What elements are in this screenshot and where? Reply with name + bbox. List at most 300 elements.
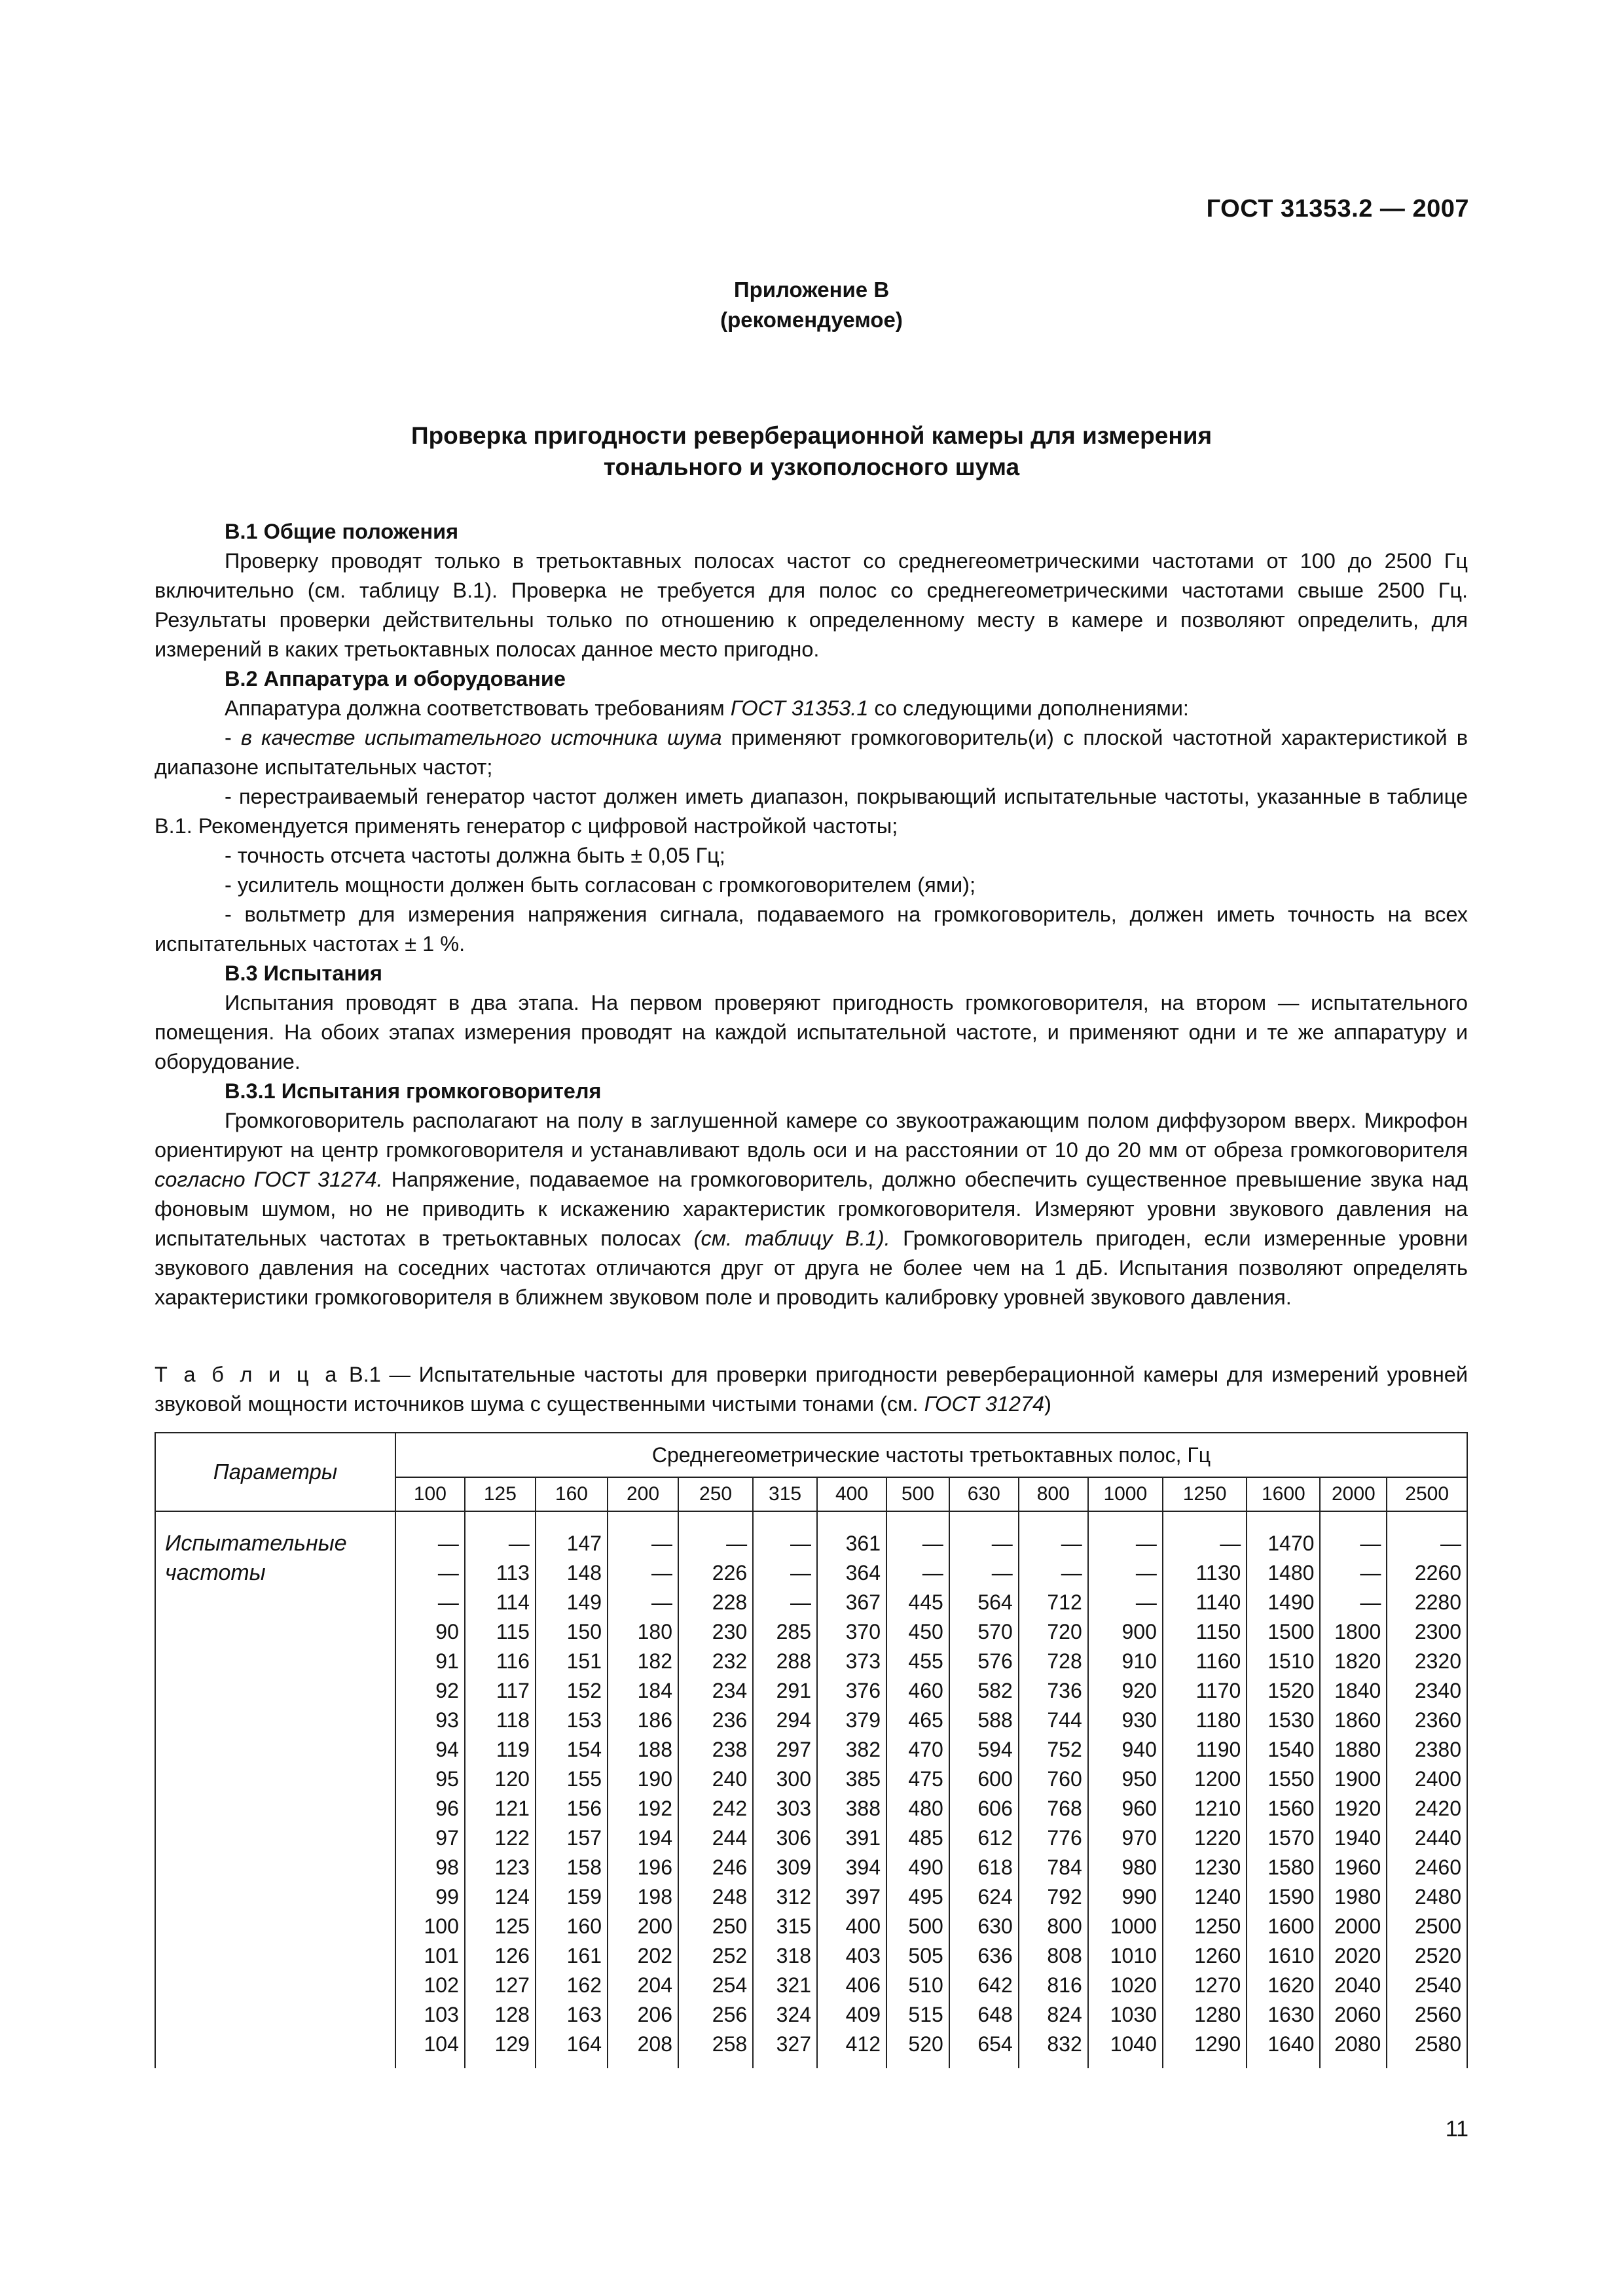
- frequency-cell: 126: [465, 1941, 536, 1971]
- frequency-cell: 1630: [1247, 2000, 1320, 2030]
- frequency-cell: 980: [1088, 1853, 1163, 1882]
- frequency-cell: 256: [678, 2000, 753, 2030]
- page-title: [0, 420, 1623, 483]
- frequency-cell: 744: [1019, 1706, 1088, 1735]
- parameter-label: [155, 1511, 395, 2068]
- frequency-cell: 1550: [1247, 1765, 1320, 1794]
- frequency-cell: —: [753, 1511, 817, 1558]
- band-header: 100: [395, 1477, 465, 1511]
- table-caption: [155, 1360, 1468, 1419]
- band-header: 1000: [1088, 1477, 1163, 1511]
- frequency-cell: 1940: [1320, 1823, 1387, 1853]
- frequency-cell: 618: [949, 1853, 1019, 1882]
- frequency-cell: 250: [678, 1912, 753, 1941]
- frequency-cell: 768: [1019, 1794, 1088, 1823]
- frequency-cell: 95: [395, 1765, 465, 1794]
- band-header: 250: [678, 1477, 753, 1511]
- frequency-cell: 321: [753, 1971, 817, 2000]
- frequency-table-container: [155, 1432, 1468, 2068]
- frequency-cell: 2440: [1387, 1823, 1467, 1853]
- table-reference: (см. таблицу В.1).: [693, 1227, 890, 1250]
- frequency-cell: —: [949, 1558, 1019, 1588]
- frequency-cell: 232: [678, 1647, 753, 1676]
- frequency-cell: 236: [678, 1706, 753, 1735]
- frequency-cell: 164: [536, 2030, 608, 2068]
- frequency-cell: 188: [608, 1735, 678, 1765]
- frequency-cell: 2260: [1387, 1558, 1467, 1588]
- annex-title: Приложение В: [733, 278, 890, 302]
- frequency-cell: —: [1320, 1588, 1387, 1617]
- frequency-cell: 1620: [1247, 1971, 1320, 2000]
- frequency-cell: —: [608, 1511, 678, 1558]
- frequency-cell: 315: [753, 1912, 817, 1941]
- frequency-cell: 588: [949, 1706, 1019, 1735]
- frequency-cell: 1500: [1247, 1617, 1320, 1647]
- band-header: 400: [817, 1477, 886, 1511]
- frequency-cell: 160: [536, 1912, 608, 1941]
- frequency-cell: 606: [949, 1794, 1019, 1823]
- frequency-cell: 495: [886, 1882, 949, 1912]
- frequency-cell: 113: [465, 1558, 536, 1588]
- frequency-cell: 238: [678, 1735, 753, 1765]
- frequency-cell: 970: [1088, 1823, 1163, 1853]
- frequency-cell: 582: [949, 1676, 1019, 1706]
- frequency-cell: 2580: [1387, 2030, 1467, 2068]
- frequency-cell: 156: [536, 1794, 608, 1823]
- frequency-cell: 1860: [1320, 1706, 1387, 1735]
- frequency-cell: 1220: [1163, 1823, 1247, 1853]
- frequency-cell: 391: [817, 1823, 886, 1853]
- document-id: ГОСТ 31353.2 — 2007: [1206, 195, 1469, 223]
- frequency-cell: 162: [536, 1971, 608, 2000]
- frequency-cell: 192: [608, 1794, 678, 1823]
- frequency-cell: 816: [1019, 1971, 1088, 2000]
- frequency-cell: —: [465, 1511, 536, 1558]
- frequency-cell: —: [608, 1558, 678, 1588]
- frequency-cell: 258: [678, 2030, 753, 2068]
- frequency-cell: 1270: [1163, 1971, 1247, 2000]
- band-header: 125: [465, 1477, 536, 1511]
- list-item: - точность отсчета частоты должна быть ± 0,05 Гц;: [225, 844, 725, 867]
- frequency-cell: 128: [465, 2000, 536, 2030]
- frequency-cell: 1260: [1163, 1941, 1247, 1971]
- frequency-cell: —: [395, 1588, 465, 1617]
- frequency-cell: 182: [608, 1647, 678, 1676]
- frequency-cell: 294: [753, 1706, 817, 1735]
- table-caption-label: Т а б л и ц а: [155, 1363, 341, 1386]
- frequency-cell: 485: [886, 1823, 949, 1853]
- frequency-cell: 960: [1088, 1794, 1163, 1823]
- frequency-cell: 1600: [1247, 1912, 1320, 1941]
- frequency-cell: 1130: [1163, 1558, 1247, 1588]
- frequency-cell: 1560: [1247, 1794, 1320, 1823]
- section-heading-b1: В.1 Общие положения: [225, 520, 459, 543]
- frequency-cell: 460: [886, 1676, 949, 1706]
- frequency-cell: 455: [886, 1647, 949, 1676]
- text-run: В.1 — Испытательные частоты для проверки пригодности реверберационной камеры для измерений уровней звуковой мощности источников шума с существенными чистыми тонами (см.: [155, 1363, 1468, 1416]
- frequency-cell: 406: [817, 1971, 886, 2000]
- frequency-cell: 1250: [1163, 1912, 1247, 1941]
- frequency-cell: —: [886, 1511, 949, 1558]
- frequency-cell: 161: [536, 1941, 608, 1971]
- frequency-cell: 100: [395, 1912, 465, 1941]
- frequency-cell: 186: [608, 1706, 678, 1735]
- frequency-cell: 379: [817, 1706, 886, 1735]
- frequency-cell: 123: [465, 1853, 536, 1882]
- frequency-cell: 99: [395, 1882, 465, 1912]
- frequency-cell: 90: [395, 1617, 465, 1647]
- frequency-cell: 712: [1019, 1588, 1088, 1617]
- frequency-cell: 784: [1019, 1853, 1088, 1882]
- frequency-cell: 148: [536, 1558, 608, 1588]
- frequency-cell: 1000: [1088, 1912, 1163, 1941]
- frequency-cell: 1150: [1163, 1617, 1247, 1647]
- frequency-cell: 364: [817, 1558, 886, 1588]
- frequency-cell: 1210: [1163, 1794, 1247, 1823]
- annex-status: (рекомендуемое): [720, 308, 903, 332]
- standard-reference: согласно ГОСТ 31274.: [155, 1168, 383, 1191]
- list-item: - перестраиваемый генератор частот должен иметь диапазон, покрывающий испытательные частоты, указанные в таблице В.1. Рекомендуется применять генератор с цифровой настройкой частоты;: [155, 785, 1468, 838]
- frequency-cell: 291: [753, 1676, 817, 1706]
- frequency-cell: —: [395, 1511, 465, 1558]
- test-frequency-table: [155, 1432, 1468, 2068]
- frequency-cell: 248: [678, 1882, 753, 1912]
- section-heading-b2: В.2 Аппаратура и оборудование: [225, 667, 566, 691]
- frequency-cell: —: [1387, 1511, 1467, 1558]
- frequency-cell: 118: [465, 1706, 536, 1735]
- frequency-cell: 720: [1019, 1617, 1088, 1647]
- frequency-cell: 230: [678, 1617, 753, 1647]
- frequency-cell: 114: [465, 1588, 536, 1617]
- frequency-cell: 654: [949, 2030, 1019, 2068]
- list-item: - вольтметр для измерения напряжения сигнала, подаваемого на громкоговоритель, должен иметь точность на всех испытательных частотах ± 1 %.: [155, 903, 1468, 956]
- frequency-cell: 318: [753, 1941, 817, 1971]
- frequency-cell: 490: [886, 1853, 949, 1882]
- frequency-cell: 648: [949, 2000, 1019, 2030]
- page-number: 11: [1445, 2117, 1468, 2142]
- frequency-cell: 776: [1019, 1823, 1088, 1853]
- frequency-cell: 1960: [1320, 1853, 1387, 1882]
- frequency-cell: 1240: [1163, 1882, 1247, 1912]
- standard-reference: ГОСТ 31274: [924, 1392, 1045, 1416]
- frequency-cell: 200: [608, 1912, 678, 1941]
- frequency-cell: 244: [678, 1823, 753, 1853]
- frequency-cell: 92: [395, 1676, 465, 1706]
- frequency-cell: 2460: [1387, 1853, 1467, 1882]
- frequency-cell: 361: [817, 1511, 886, 1558]
- frequency-cell: 990: [1088, 1882, 1163, 1912]
- frequency-cell: 155: [536, 1765, 608, 1794]
- frequency-cell: 1140: [1163, 1588, 1247, 1617]
- frequency-cell: 1840: [1320, 1676, 1387, 1706]
- frequency-cell: 228: [678, 1588, 753, 1617]
- page-title-line-2: тонального и узкополосного шума: [603, 454, 1020, 480]
- frequency-cell: 500: [886, 1912, 949, 1941]
- frequency-cell: 1520: [1247, 1676, 1320, 1706]
- frequency-cell: 792: [1019, 1882, 1088, 1912]
- band-header: 800: [1019, 1477, 1088, 1511]
- emphasis-text: в качестве испытательного источника шума: [240, 726, 722, 749]
- frequency-cell: 2340: [1387, 1676, 1467, 1706]
- frequency-cell: 1900: [1320, 1765, 1387, 1794]
- frequency-cell: 2520: [1387, 1941, 1467, 1971]
- frequency-cell: 208: [608, 2030, 678, 2068]
- frequency-cell: 2320: [1387, 1647, 1467, 1676]
- frequency-cell: 1160: [1163, 1647, 1247, 1676]
- frequency-cell: —: [1320, 1511, 1387, 1558]
- frequency-cell: 2400: [1387, 1765, 1467, 1794]
- band-header: 160: [536, 1477, 608, 1511]
- frequency-cell: 370: [817, 1617, 886, 1647]
- frequency-cell: 1230: [1163, 1853, 1247, 1882]
- table-row: [155, 1511, 1467, 1558]
- frequency-cell: —: [1019, 1511, 1088, 1558]
- frequency-cell: 400: [817, 1912, 886, 1941]
- frequency-cell: 98: [395, 1853, 465, 1882]
- frequency-cell: 1030: [1088, 2000, 1163, 2030]
- frequency-cell: 1530: [1247, 1706, 1320, 1735]
- frequency-cell: 367: [817, 1588, 886, 1617]
- list-item: [155, 723, 1468, 782]
- frequency-cell: 397: [817, 1882, 886, 1912]
- frequency-cell: 1540: [1247, 1735, 1320, 1765]
- frequency-cell: 151: [536, 1647, 608, 1676]
- section-text-b2-intro: [155, 694, 1468, 723]
- frequency-cell: 940: [1088, 1735, 1163, 1765]
- frequency-cell: 149: [536, 1588, 608, 1617]
- frequency-cell: 303: [753, 1794, 817, 1823]
- frequency-cell: 94: [395, 1735, 465, 1765]
- frequency-cell: 920: [1088, 1676, 1163, 1706]
- frequency-cell: 470: [886, 1735, 949, 1765]
- frequency-cell: 1170: [1163, 1676, 1247, 1706]
- frequency-cell: 832: [1019, 2030, 1088, 2068]
- frequency-cell: 394: [817, 1853, 886, 1882]
- frequency-cell: 159: [536, 1882, 608, 1912]
- frequency-cell: 2060: [1320, 2000, 1387, 2030]
- frequency-cell: 288: [753, 1647, 817, 1676]
- frequency-cell: 612: [949, 1823, 1019, 1853]
- frequency-cell: 1580: [1247, 1853, 1320, 1882]
- frequency-cell: 1490: [1247, 1588, 1320, 1617]
- frequency-cell: 520: [886, 2030, 949, 2068]
- frequency-cell: 2280: [1387, 1588, 1467, 1617]
- frequency-cell: 1180: [1163, 1706, 1247, 1735]
- text-run: Громкоговоритель пригоден, если измеренные уровни звукового давления на соседних частотах отличаются друг от друга не более чем на 1 дБ. Испытания позволяют определять характеристики громкоговорителя в ближнем звуковом поле и проводить калибровку уровней звукового давления.: [155, 1227, 1468, 1309]
- frequency-cell: 254: [678, 1971, 753, 2000]
- frequency-cell: —: [678, 1511, 753, 1558]
- frequency-cell: 240: [678, 1765, 753, 1794]
- frequency-cell: 97: [395, 1823, 465, 1853]
- frequency-cell: 2380: [1387, 1735, 1467, 1765]
- frequency-cell: 1570: [1247, 1823, 1320, 1853]
- frequency-cell: —: [608, 1588, 678, 1617]
- band-header: 2500: [1387, 1477, 1467, 1511]
- frequency-cell: 636: [949, 1941, 1019, 1971]
- section-text-b1: Проверку проводят только в третьоктавных полосах частот со среднегеометрическими частотами от 100 до 2500 Гц включительно (см. таблицу В.1). Проверка не требуется для полос со среднегеометрическими частотами свыше 2500 Гц. Результаты проверки действительны только по отношению к определенному месту в камере и позволяют определить, для измерений в каких третьоктавных полосах данное место пригодно.: [155, 549, 1468, 661]
- frequency-cell: —: [1088, 1511, 1163, 1558]
- frequency-cell: 122: [465, 1823, 536, 1853]
- text-run: Громкоговоритель располагают на полу в заглушенной камере со звукоотражающим полом диффузором вверх. Микрофон ориентируют на центр громкоговорителя и устанавливают вдоль оси и на расстоянии от 10 до 20 мм от обреза громкоговорителя: [155, 1109, 1468, 1162]
- text-run: применяют громкоговоритель(и) с плоской частотной характеристикой в диапазоне испытательных частот;: [155, 726, 1468, 779]
- frequency-cell: —: [949, 1511, 1019, 1558]
- frequency-cell: 127: [465, 1971, 536, 2000]
- frequency-cell: 158: [536, 1853, 608, 1882]
- frequency-cell: 327: [753, 2030, 817, 2068]
- frequency-cell: 104: [395, 2030, 465, 2068]
- frequency-cell: 624: [949, 1882, 1019, 1912]
- frequency-cell: 1190: [1163, 1735, 1247, 1765]
- frequency-cell: 184: [608, 1676, 678, 1706]
- frequency-cell: —: [1320, 1558, 1387, 1588]
- frequency-cell: 1280: [1163, 2000, 1247, 2030]
- frequency-cell: 115: [465, 1617, 536, 1647]
- text-run: Напряжение, подаваемое на громкоговоритель, должно обеспечить существенное превышение звука над фоновым шумом, но не приводить к искажению характеристик громкоговорителя. Измеряют уровни звукового давления на испытательных частотах в третьоктавных полосах: [155, 1168, 1468, 1250]
- frequency-cell: 2040: [1320, 1971, 1387, 2000]
- frequency-cell: 728: [1019, 1647, 1088, 1676]
- frequency-cell: 1920: [1320, 1794, 1387, 1823]
- frequency-cell: 2480: [1387, 1882, 1467, 1912]
- section-heading-b3: В.3 Испытания: [225, 961, 382, 985]
- frequency-cell: —: [1088, 1588, 1163, 1617]
- table-header-parameters: Параметры: [155, 1433, 395, 1511]
- frequency-cell: 445: [886, 1588, 949, 1617]
- frequency-cell: 475: [886, 1765, 949, 1794]
- frequency-cell: 1290: [1163, 2030, 1247, 2068]
- frequency-cell: 1510: [1247, 1647, 1320, 1676]
- band-header: 315: [753, 1477, 817, 1511]
- frequency-cell: 152: [536, 1676, 608, 1706]
- frequency-cell: 1820: [1320, 1647, 1387, 1676]
- frequency-cell: 101: [395, 1941, 465, 1971]
- band-header: 630: [949, 1477, 1019, 1511]
- frequency-cell: 2560: [1387, 2000, 1467, 2030]
- frequency-cell: 91: [395, 1647, 465, 1676]
- frequency-cell: 234: [678, 1676, 753, 1706]
- frequency-cell: 382: [817, 1735, 886, 1765]
- frequency-cell: 642: [949, 1971, 1019, 2000]
- frequency-cell: —: [395, 1558, 465, 1588]
- frequency-cell: 505: [886, 1941, 949, 1971]
- text-run: -: [225, 726, 241, 749]
- list-item: - усилитель мощности должен быть согласован с громкоговорителем (ями);: [225, 873, 976, 897]
- frequency-cell: 2080: [1320, 2030, 1387, 2068]
- frequency-cell: 465: [886, 1706, 949, 1735]
- frequency-cell: 124: [465, 1882, 536, 1912]
- frequency-cell: 1880: [1320, 1735, 1387, 1765]
- standard-reference: ГОСТ 31353.1: [730, 696, 869, 720]
- frequency-cell: 190: [608, 1765, 678, 1794]
- text-run: со следующими дополнениями:: [868, 696, 1189, 720]
- frequency-cell: 376: [817, 1676, 886, 1706]
- frequency-cell: 736: [1019, 1676, 1088, 1706]
- page-title-line-1: Проверка пригодности реверберационной камеры для измерения: [410, 422, 1213, 449]
- frequency-cell: —: [753, 1588, 817, 1617]
- section-heading-b31: В.3.1 Испытания громкоговорителя: [225, 1079, 602, 1103]
- frequency-cell: 480: [886, 1794, 949, 1823]
- frequency-cell: —: [886, 1558, 949, 1588]
- frequency-cell: 1010: [1088, 1941, 1163, 1971]
- frequency-cell: 594: [949, 1735, 1019, 1765]
- frequency-cell: 297: [753, 1735, 817, 1765]
- frequency-cell: 252: [678, 1941, 753, 1971]
- section-text-b3: Испытания проводят в два этапа. На первом проверяют пригодность громкоговорителя, на втором — испытательного помещения. На обоих этапах измерения проводят на каждой испытательной частоте, и применяют одни и те же аппаратуру и оборудование.: [155, 991, 1468, 1073]
- frequency-cell: 800: [1019, 1912, 1088, 1941]
- frequency-cell: 1980: [1320, 1882, 1387, 1912]
- frequency-cell: 102: [395, 1971, 465, 2000]
- frequency-cell: 163: [536, 2000, 608, 2030]
- frequency-cell: 226: [678, 1558, 753, 1588]
- text-run: Аппаратура должна соответствовать требованиям: [225, 696, 731, 720]
- frequency-cell: 1610: [1247, 1941, 1320, 1971]
- frequency-cell: 600: [949, 1765, 1019, 1794]
- frequency-cell: 2020: [1320, 1941, 1387, 1971]
- frequency-cell: 510: [886, 1971, 949, 2000]
- frequency-cell: —: [753, 1558, 817, 1588]
- frequency-cell: 910: [1088, 1647, 1163, 1676]
- frequency-cell: 630: [949, 1912, 1019, 1941]
- frequency-cell: 2540: [1387, 1971, 1467, 2000]
- frequency-cell: 824: [1019, 2000, 1088, 2030]
- frequency-cell: 154: [536, 1735, 608, 1765]
- frequency-cell: 373: [817, 1647, 886, 1676]
- frequency-cell: 760: [1019, 1765, 1088, 1794]
- frequency-cell: 157: [536, 1823, 608, 1853]
- parameter-label-line-2: частоты: [165, 1560, 266, 1585]
- frequency-cell: 564: [949, 1588, 1019, 1617]
- frequency-cell: 153: [536, 1706, 608, 1735]
- text-run: ): [1044, 1392, 1051, 1416]
- frequency-cell: 150: [536, 1617, 608, 1647]
- frequency-cell: 196: [608, 1853, 678, 1882]
- frequency-cell: 2500: [1387, 1912, 1467, 1941]
- frequency-cell: 312: [753, 1882, 817, 1912]
- frequency-cell: 309: [753, 1853, 817, 1882]
- frequency-cell: 93: [395, 1706, 465, 1735]
- table-header-band-group: Среднегеометрические частоты третьоктавных полос, Гц: [395, 1433, 1467, 1477]
- frequency-cell: 515: [886, 2000, 949, 2030]
- frequency-cell: 409: [817, 2000, 886, 2030]
- frequency-cell: 385: [817, 1765, 886, 1794]
- frequency-cell: 2000: [1320, 1912, 1387, 1941]
- frequency-cell: 576: [949, 1647, 1019, 1676]
- frequency-cell: 950: [1088, 1765, 1163, 1794]
- frequency-cell: 116: [465, 1647, 536, 1676]
- frequency-cell: 300: [753, 1765, 817, 1794]
- frequency-cell: 2420: [1387, 1794, 1467, 1823]
- frequency-cell: 202: [608, 1941, 678, 1971]
- frequency-cell: 194: [608, 1823, 678, 1853]
- frequency-cell: 2300: [1387, 1617, 1467, 1647]
- frequency-cell: 752: [1019, 1735, 1088, 1765]
- frequency-cell: 324: [753, 2000, 817, 2030]
- frequency-cell: 306: [753, 1823, 817, 1853]
- frequency-cell: 119: [465, 1735, 536, 1765]
- frequency-cell: 450: [886, 1617, 949, 1647]
- frequency-cell: 242: [678, 1794, 753, 1823]
- table-body: [155, 1511, 1467, 2068]
- frequency-cell: 1640: [1247, 2030, 1320, 2068]
- frequency-cell: 117: [465, 1676, 536, 1706]
- band-header: 200: [608, 1477, 678, 1511]
- annex-heading: [0, 275, 1623, 335]
- frequency-cell: 412: [817, 2030, 886, 2068]
- document-body: [155, 517, 1468, 1312]
- frequency-cell: 900: [1088, 1617, 1163, 1647]
- band-header: 500: [886, 1477, 949, 1511]
- frequency-cell: 180: [608, 1617, 678, 1647]
- frequency-cell: —: [1088, 1558, 1163, 1588]
